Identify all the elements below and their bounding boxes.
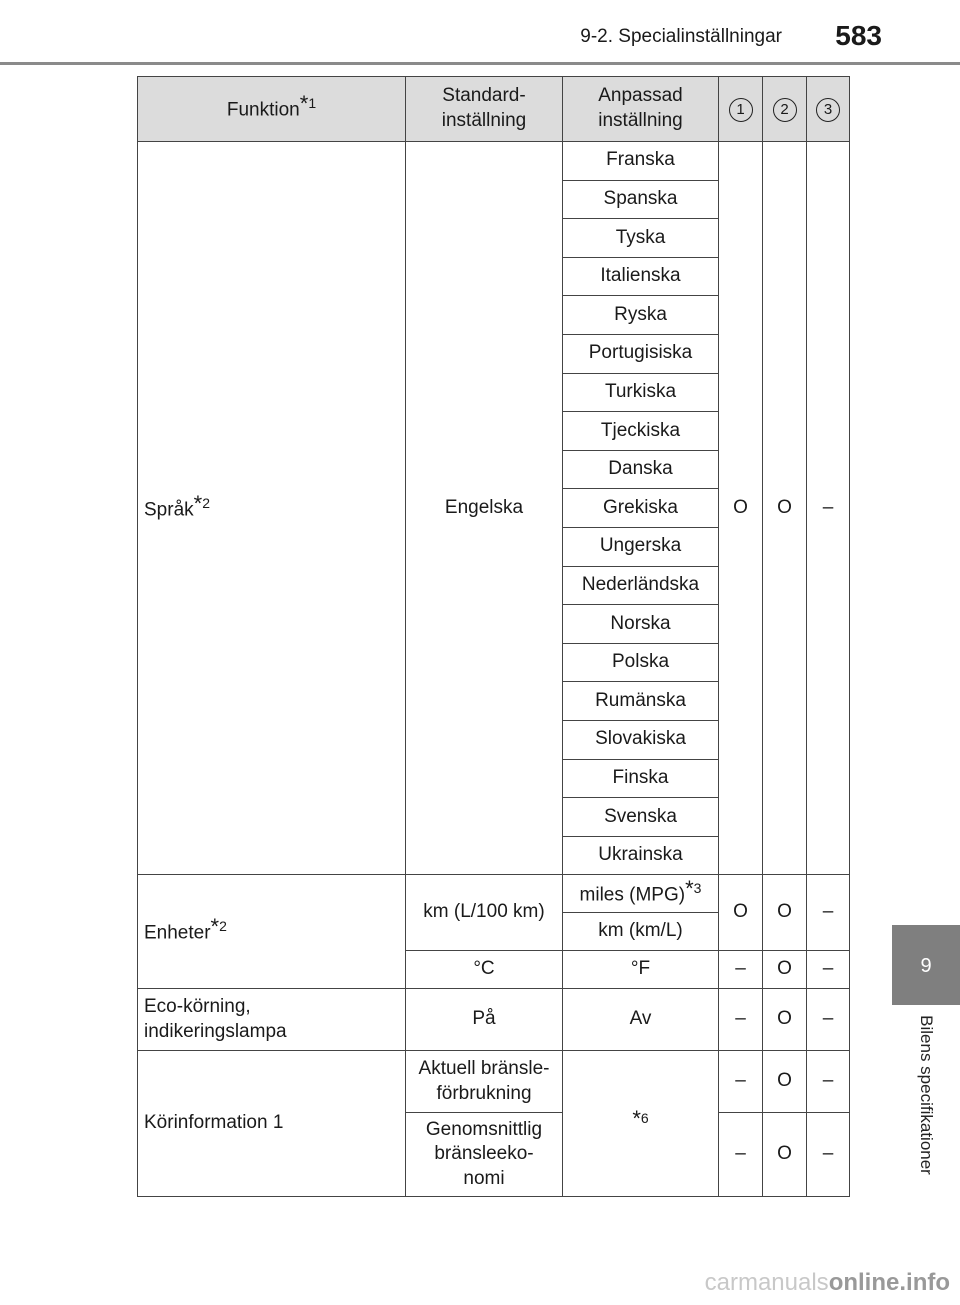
header-default: Standard- inställning — [406, 77, 563, 142]
header-col-2 — [763, 77, 807, 142]
cell-language-option: Svenska — [563, 798, 719, 837]
cell-language-option: Grekiska — [563, 489, 719, 528]
cell-units-function: Enheter*$^2$ — [138, 875, 406, 989]
cell-language-option: Italienska — [563, 257, 719, 296]
cell-units-option: miles (MPG)*$^3$ — [563, 875, 719, 913]
circled-1-icon: 1 — [729, 98, 753, 122]
cell-language-option: Danska — [563, 450, 719, 489]
cell-language-option: Turkiska — [563, 373, 719, 412]
watermark-logo: carmanualsonline.info — [704, 1269, 950, 1296]
cell-language-option: Rumänska — [563, 682, 719, 721]
cell-language-default: Engelska — [406, 142, 563, 875]
cell-language-option: Ryska — [563, 296, 719, 335]
table-row: °C °F – O – — [138, 951, 850, 989]
table-row: Eco-körning, indikeringslampa På Av – O – — [138, 989, 850, 1051]
header-col-3 — [807, 77, 850, 142]
cell-language-option: Polska — [563, 643, 719, 682]
table-row: Enheter*$^2$ km (L/100 km) miles (MPG)*$^3$ O O – — [138, 875, 850, 913]
cell-language-option: Ungerska — [563, 527, 719, 566]
chapter-label: Bilens specifikationer — [917, 1015, 936, 1175]
cell-language-option: Nederländska — [563, 566, 719, 605]
cell-language-option: Spanska — [563, 180, 719, 219]
cell-eco-function: Eco-körning, indikeringslampa — [138, 989, 406, 1051]
page-number: 583 — [835, 20, 882, 51]
header-function: Funktion*$^1$ — [138, 77, 406, 142]
cell-language-function: Språk*$^2$ — [138, 142, 406, 875]
cell-language-option: Tjeckiska — [563, 412, 719, 451]
cell-language-option: Slovakiska — [563, 720, 719, 759]
header-col-1 — [719, 77, 763, 142]
chapter-number: 9 — [920, 955, 932, 977]
chapter-tab — [892, 925, 960, 1005]
table-header-row — [138, 77, 850, 142]
cell-drive-custom: *$^6$ — [563, 1051, 719, 1197]
settings-table — [137, 76, 850, 1197]
page-header — [0, 0, 960, 62]
table-row: Körinformation 1 Aktuell bränsle- förbrukning *$^6$ – O – — [138, 1051, 850, 1113]
cell-units-default: km (L/100 km) — [406, 875, 563, 951]
cell-language-option: Norska — [563, 605, 719, 644]
cell-language-option: Franska — [563, 142, 719, 181]
cell-language-option: Ukrainska — [563, 836, 719, 875]
cell-drive-function: Körinformation 1 — [138, 1051, 406, 1197]
table-row: Språk*$^2$ Engelska Franska O O – — [138, 142, 850, 181]
circled-2-icon: 2 — [773, 98, 797, 122]
cell-language-option: Portugisiska — [563, 334, 719, 373]
cell-language-option: Finska — [563, 759, 719, 798]
header-custom: Anpassad inställning — [563, 77, 719, 142]
header-rule — [0, 62, 960, 65]
circled-3-icon: 3 — [816, 98, 840, 122]
section-title: 9-2. Specialinställningar — [580, 26, 782, 47]
table-row: Genomsnittlig bränsleeko- nomi – O – — [138, 1113, 850, 1197]
cell-units-option: km (km/L) — [563, 913, 719, 951]
cell-language-option: Tyska — [563, 219, 719, 258]
